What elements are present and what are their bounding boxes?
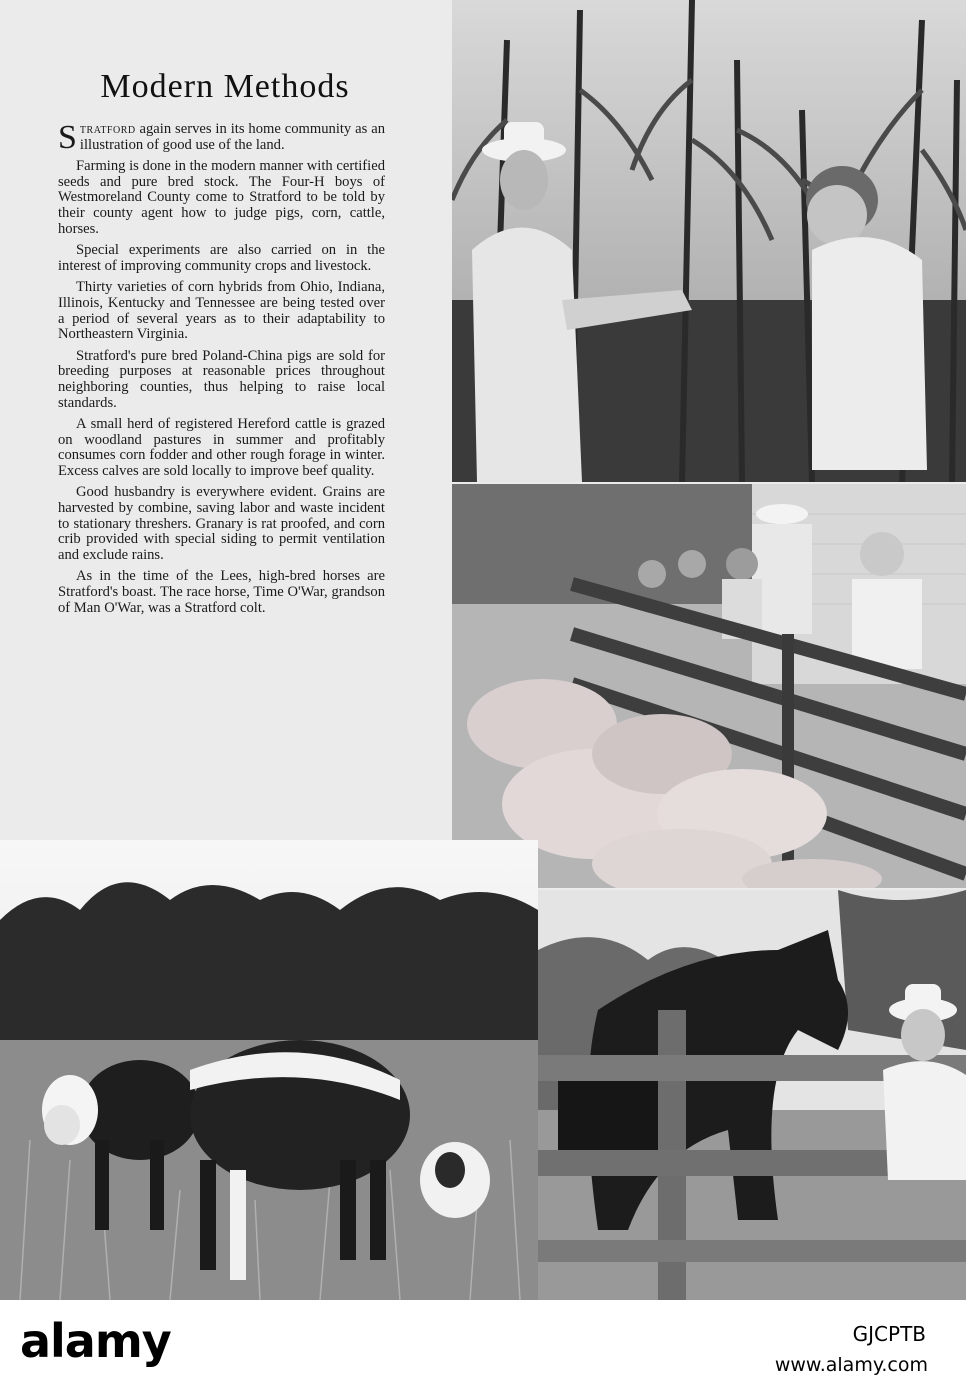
paragraph-6: A small herd of registered Hereford cattle is grazed on woodland pastures in summer and profitably consumes corn fodder and other rough forage in winter. Excess calves are sold locally to improve beef quality. — [58, 416, 385, 479]
hereford-cattle-photo — [0, 840, 538, 1300]
paragraph-3: Special experiments are also carried on in the interest of improving community crops and livestock. — [58, 242, 385, 274]
corn-field-photo — [452, 0, 966, 482]
text-column — [0, 0, 450, 840]
page-title: Modern Methods — [100, 68, 350, 105]
horse-fence-photo — [538, 890, 966, 1300]
opening-word: tratford — [79, 121, 136, 137]
paragraph-7: Good husbandry is everywhere evident. Grains are harvested by combine, saving labor and waste incident to stationary threshers. Granary is rat proofed, and corn crib provided with special siding to permit ventilation and exclude rains. — [58, 484, 385, 563]
paragraph-1-text: again serves in its home community as an illustration of good use of the land. — [79, 121, 385, 153]
paragraph-8: As in the time of the Lees, high-bred horses are Stratford's boast. The race horse, Time O'War, grandson of Man O'War, was a Stratford colt. — [58, 568, 385, 616]
paragraph-5: Stratford's pure bred Poland-China pigs are sold for breeding purposes at reasonable prices throughout neighboring counties, thus helping to raise local standards. — [58, 347, 385, 411]
image-id: GJCPTB — [852, 1322, 926, 1346]
alamy-logo: alamy — [20, 1314, 171, 1368]
drop-cap: S — [58, 119, 77, 156]
pig-pen-photo — [452, 484, 966, 888]
paragraph-1 — [58, 119, 385, 156]
paragraph-4: Thirty varieties of corn hybrids from Ohio, Indiana, Illinois, Kentucky and Tennessee are being tested over a period of several years as to their adaptability to Northeastern Virginia. — [58, 279, 385, 343]
site-url: www.alamy.com — [774, 1354, 928, 1376]
paragraph-2: Farming is done in the modern manner with certified seeds and pure bred stock. The Four-H boys of Westmoreland County come to Stratford to be told by their county agent how to judge pigs, corn, cattle, horses. — [58, 158, 385, 237]
article-body — [58, 119, 385, 622]
